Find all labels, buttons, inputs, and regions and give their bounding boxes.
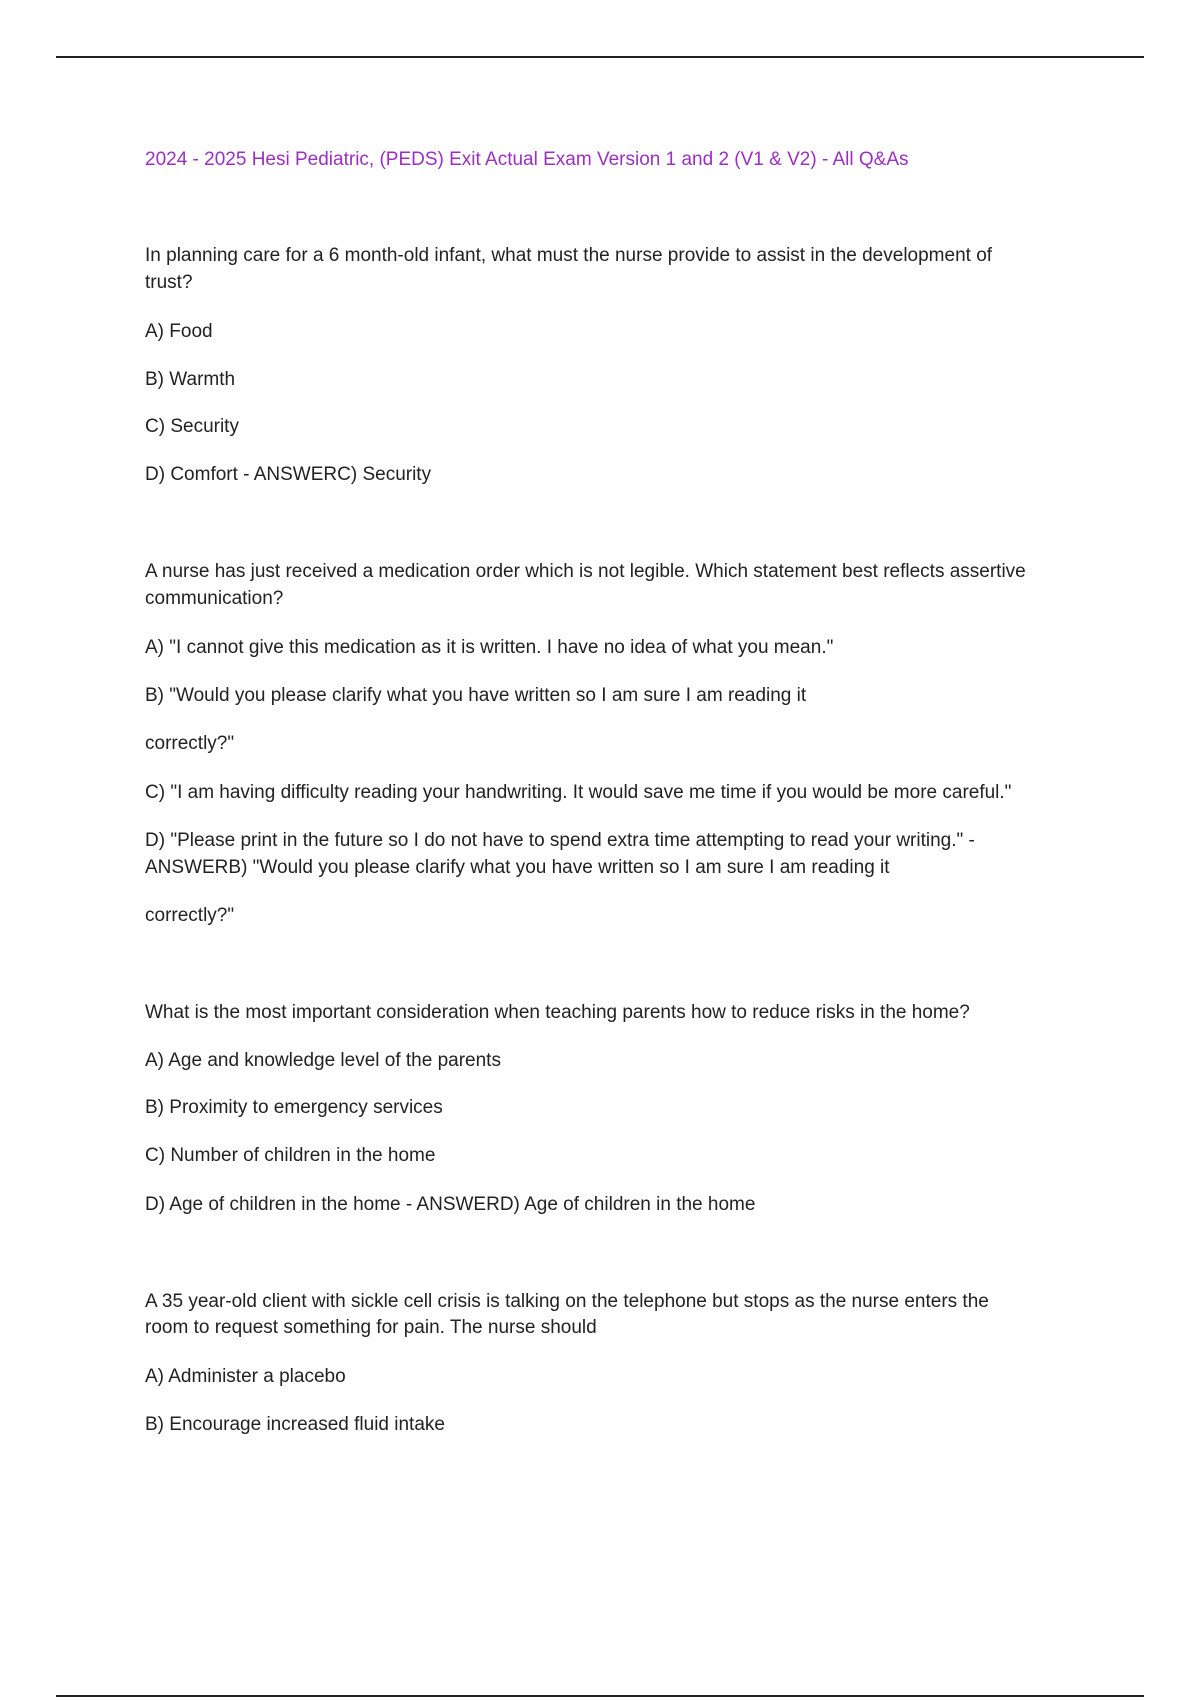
q2-option-b-continued: correctly?" [145, 733, 235, 754]
bottom-rule [56, 1695, 1144, 1697]
top-rule [56, 56, 1144, 58]
q3-option-c: C) Number of children in the home [145, 1145, 436, 1166]
q2-stem-line-2: communication? [145, 588, 284, 609]
q1-option-c: C) Security [145, 416, 239, 437]
q4-option-a: A) Administer a placebo [145, 1366, 346, 1387]
q2-stem-line-1: A nurse has just received a medication order which is not legible. Which statement best reflects assertive [145, 561, 1026, 582]
q2-answer-line-2: correctly?" [145, 905, 235, 926]
q1-stem-line-2: trust? [145, 272, 193, 293]
q2-answer-line-1: ANSWERB) "Would you please clarify what you have written so I am sure I am reading it [145, 857, 890, 878]
q4-stem-line-2: room to request something for pain. The nurse should [145, 1317, 597, 1338]
q4-option-b: B) Encourage increased fluid intake [145, 1414, 445, 1435]
q3-stem-line-1: What is the most important consideration when teaching parents how to reduce risks in the home? [145, 1002, 970, 1023]
q3-option-b: B) Proximity to emergency services [145, 1097, 443, 1118]
q4-stem-line-1: A 35 year-old client with sickle cell crisis is talking on the telephone but stops as the nurse enters the [145, 1291, 989, 1312]
q3-option-d-answer: D) Age of children in the home - ANSWERD) Age of children in the home [145, 1194, 756, 1215]
q1-option-d-answer: D) Comfort - ANSWERC) Security [145, 464, 432, 485]
q2-option-b: B) "Would you please clarify what you have written so I am sure I am reading it [145, 685, 807, 706]
q2-option-d: D) "Please print in the future so I do not have to spend extra time attempting to read your writing." - [145, 830, 975, 851]
q1-stem-line-1: In planning care for a 6 month-old infant, what must the nurse provide to assist in the development of [145, 245, 993, 266]
q3-option-a: A) Age and knowledge level of the parents [145, 1050, 501, 1071]
q2-option-c: C) "I am having difficulty reading your handwriting. It would save me time if you would be more careful." [145, 782, 1012, 803]
q1-option-a: A) Food [145, 321, 213, 342]
document-title: 2024 - 2025 Hesi Pediatric, (PEDS) Exit Actual Exam Version 1 and 2 (V1 & V2) - All Q&As [145, 149, 909, 170]
q2-option-a: A) "I cannot give this medication as it is written. I have no idea of what you mean." [145, 637, 834, 658]
q1-option-b: B) Warmth [145, 369, 236, 390]
